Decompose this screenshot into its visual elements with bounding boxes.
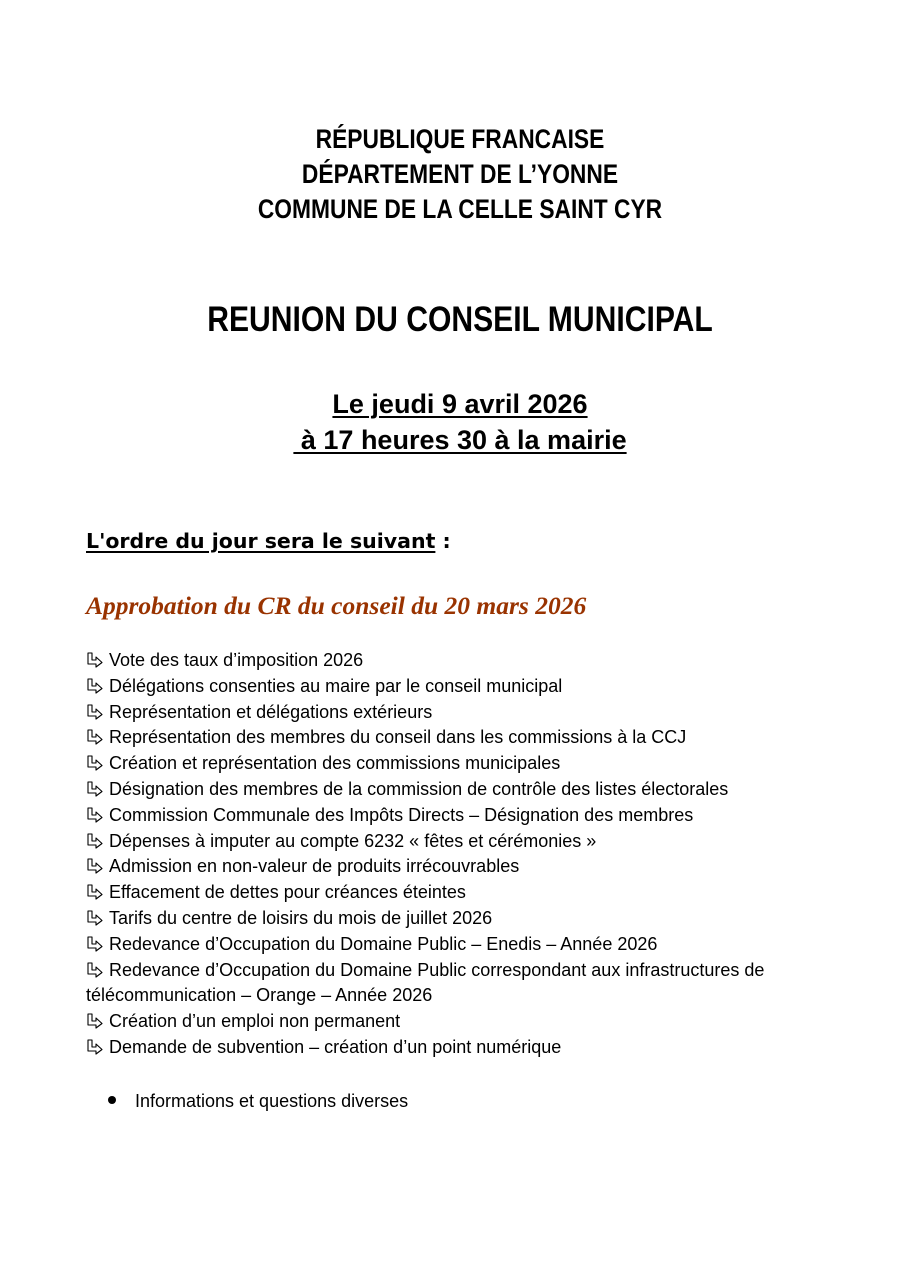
date-line: Le jeudi 9 avril 2026 (332, 389, 588, 419)
hollow-arrow-icon (86, 805, 104, 821)
agenda-item (86, 906, 826, 932)
hollow-arrow-icon (86, 831, 104, 847)
hollow-arrow-icon (86, 779, 104, 795)
hollow-arrow-icon (86, 882, 104, 898)
agenda-item-text: Redevance d’Occupation du Domaine Public – Enedis – Année 2026 (109, 933, 658, 954)
agenda-item (86, 674, 826, 700)
hollow-arrow-icon (86, 702, 104, 718)
agenda-item (86, 932, 826, 958)
agenda-item-text: Dépenses à imputer au compte 6232 « fêtes et cérémonies » (109, 830, 597, 851)
agenda-item (86, 1009, 826, 1035)
bullet-list (108, 1088, 408, 1114)
agenda-item (86, 880, 826, 906)
meeting-title: REUNION DU CONSEIL MUNICIPAL (207, 300, 713, 339)
agenda-item (86, 648, 826, 674)
agenda-item-text: Effacement de dettes pour créances éteintes (109, 882, 466, 903)
hollow-arrow-icon (86, 727, 104, 743)
bullet-item (108, 1088, 408, 1114)
hollow-arrow-icon (86, 1011, 104, 1027)
agenda-item-text: Création et représentation des commissions municipales (109, 753, 561, 774)
hollow-arrow-icon (86, 908, 104, 924)
agenda-item-text: Désignation des membres de la commission de contrôle des listes électorales (109, 778, 729, 799)
agenda-list (86, 648, 826, 1061)
agenda-item (86, 1035, 826, 1061)
header-department: DÉPARTEMENT DE L’YONNE (301, 159, 619, 189)
hollow-arrow-icon (86, 856, 104, 872)
header-republic: RÉPUBLIQUE FRANCAISE (315, 124, 605, 154)
agenda-item-text: Redevance d’Occupation du Domaine Public correspondant aux infrastructures de télécommunication – Orange – Année 2026 (86, 959, 765, 1006)
agenda-item (86, 958, 826, 1010)
agenda-item-text: Représentation et délégations extérieurs (109, 701, 433, 722)
agenda-heading (86, 526, 451, 556)
bullet-item-text: Informations et questions diverses (135, 1091, 409, 1111)
hollow-arrow-icon (86, 934, 104, 950)
agenda-item (86, 751, 826, 777)
agenda-item (86, 777, 826, 803)
hollow-arrow-icon (86, 960, 104, 976)
hollow-arrow-icon (86, 753, 104, 769)
agenda-item-text: Vote des taux d’imposition 2026 (109, 650, 364, 670)
hollow-arrow-icon (86, 1037, 104, 1053)
agenda-item-text: Commission Communale des Impôts Directs – Désignation des membres (109, 804, 694, 825)
agenda-heading-label: L'ordre du jour sera le suivant (86, 529, 436, 553)
agenda-item-text: Admission en non-valeur de produits irrécouvrables (109, 856, 520, 877)
agenda-item-text: Demande de subvention – création d’un point numérique (109, 1036, 562, 1057)
agenda-item-text: Création d’un emploi non permanent (109, 1011, 401, 1032)
agenda-item (86, 725, 826, 751)
agenda-item (86, 803, 826, 829)
agenda-item-text: Tarifs du centre de loisirs du mois de juillet 2026 (109, 907, 493, 928)
hollow-arrow-icon (86, 676, 104, 692)
agenda-heading-suffix: : (435, 529, 451, 553)
commune-header (64, 122, 855, 227)
agenda-item (86, 700, 826, 726)
meeting-date (0, 386, 900, 458)
agenda-item (86, 854, 826, 880)
agenda-item-text: Représentation des membres du conseil dans les commissions à la CCJ (109, 727, 687, 748)
bullet-icon (108, 1096, 116, 1104)
hollow-arrow-icon (86, 650, 104, 666)
agenda-item (86, 829, 826, 855)
agenda-item-text: Délégations consenties au maire par le conseil municipal (109, 675, 563, 696)
time-location-line: à 17 heures 30 à la mairie (293, 425, 627, 455)
header-commune: COMMUNE DE LA CELLE SAINT CYR (257, 194, 663, 224)
approval-item: Approbation du CR du conseil du 20 mars 2026 (86, 591, 587, 620)
